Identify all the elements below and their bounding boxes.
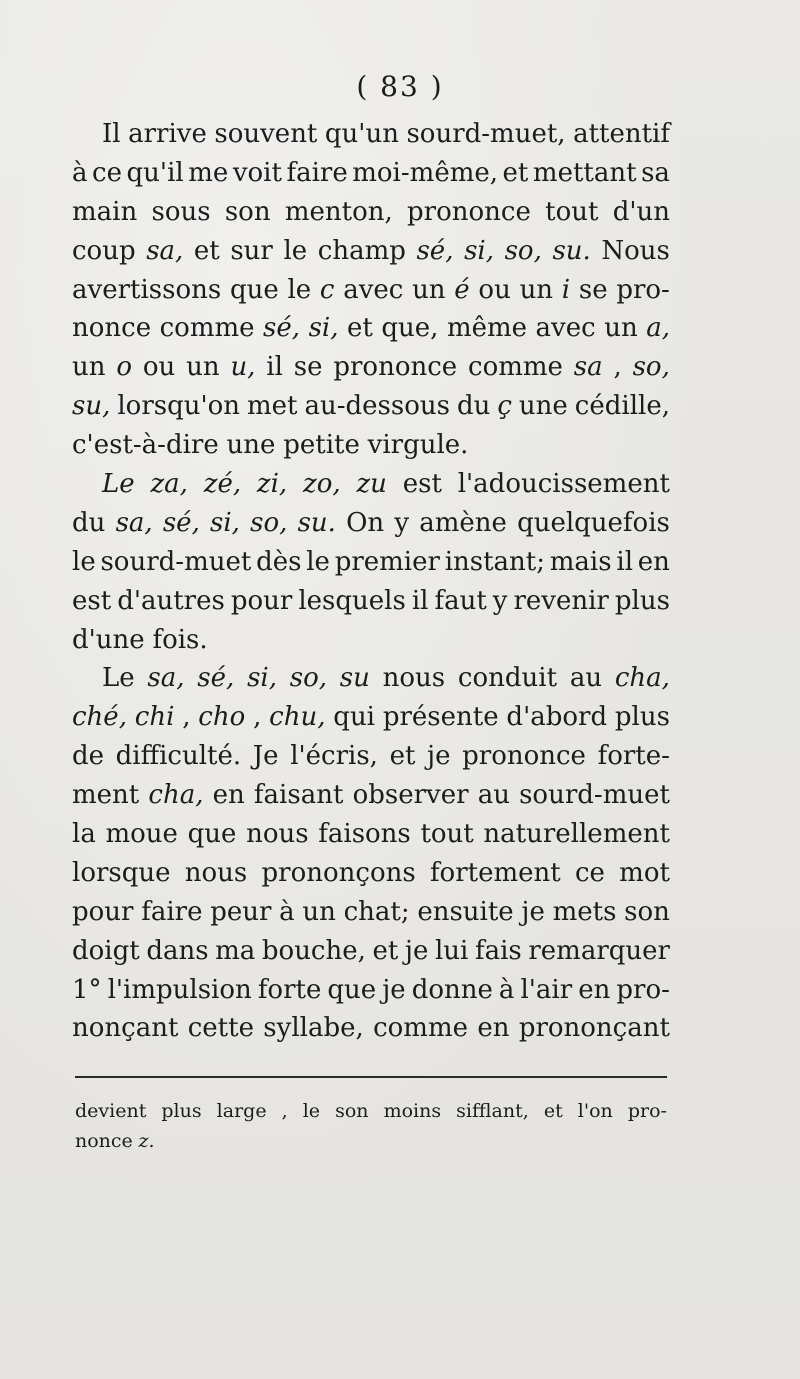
footnote <box>75 1096 667 1156</box>
text-line <box>72 387 670 426</box>
word: menton, <box>284 196 393 227</box>
text-line <box>72 115 670 154</box>
word: avec <box>343 274 404 305</box>
text-line <box>72 193 670 232</box>
word: moue <box>105 819 178 850</box>
page-number: ( 83 ) <box>356 70 444 103</box>
word: il <box>616 546 634 577</box>
text-line <box>72 621 670 660</box>
word: d'abord <box>506 702 608 733</box>
word: présente <box>382 702 499 733</box>
word: ç <box>497 391 512 422</box>
word: so, <box>504 235 542 266</box>
word: et <box>543 1100 563 1122</box>
word: virgule. <box>367 430 469 461</box>
text-line <box>72 893 670 932</box>
footnote-rule <box>75 1076 667 1078</box>
word: je <box>521 896 545 927</box>
word: chat; <box>343 896 410 927</box>
word: tout <box>545 196 599 227</box>
word: et <box>389 741 416 772</box>
word: nonçant <box>72 1013 179 1044</box>
word: mot <box>619 857 670 888</box>
text-line <box>72 154 670 193</box>
word: zu <box>356 469 387 500</box>
word: Nous <box>601 235 670 266</box>
word: donne <box>411 974 493 1005</box>
word: Le <box>102 663 135 694</box>
word: cédille, <box>574 391 670 422</box>
word: sous <box>151 196 211 227</box>
word: remarquer <box>528 935 670 966</box>
word: au <box>569 663 603 694</box>
word: l'on <box>577 1100 613 1122</box>
word: se <box>293 352 323 383</box>
word: me <box>188 157 229 188</box>
word: qu'un <box>324 119 399 149</box>
word: ou <box>478 274 511 305</box>
word: l'air <box>520 974 573 1005</box>
word: lesquels <box>298 585 406 616</box>
word: le <box>283 235 308 266</box>
word: sourd-muet, <box>406 119 566 149</box>
word: prononce <box>462 741 586 772</box>
word: tout <box>420 819 474 850</box>
word: son <box>624 896 670 927</box>
word: un <box>72 352 106 383</box>
word: champ <box>317 235 406 266</box>
word: o <box>116 352 132 383</box>
word: su, <box>72 391 111 422</box>
word: au <box>477 780 510 811</box>
word: mettant <box>532 157 637 188</box>
word: un <box>519 274 554 305</box>
word: difficulté. <box>115 741 242 772</box>
word: zi, <box>256 469 288 500</box>
word: est <box>72 585 112 616</box>
text-line <box>72 932 670 971</box>
word: peur <box>210 896 272 927</box>
word: à <box>72 157 88 188</box>
word: zé, <box>203 469 242 500</box>
word: en <box>212 780 245 811</box>
word: son <box>335 1100 369 1122</box>
word: fortement <box>429 857 561 888</box>
text-line <box>72 271 670 310</box>
word: bouche, <box>261 935 366 966</box>
word: un <box>302 896 336 927</box>
word: so, <box>250 507 288 538</box>
word: un <box>186 352 220 383</box>
word: sa, <box>147 663 185 694</box>
word: sé, <box>263 313 301 344</box>
word: , <box>281 1100 288 1122</box>
text-line <box>72 504 670 543</box>
word: d'un <box>612 196 670 227</box>
word: de <box>72 741 105 772</box>
word: za, <box>150 469 188 500</box>
word: sa <box>573 352 603 383</box>
word: c <box>319 274 335 305</box>
word: sa <box>641 157 670 188</box>
text-line <box>72 309 670 348</box>
word: petite <box>283 430 360 461</box>
word: i <box>561 274 571 305</box>
word: que, <box>381 313 439 344</box>
word: comme <box>373 1013 469 1044</box>
word: premier <box>334 546 440 577</box>
word: si, <box>464 235 494 266</box>
word: sa, <box>115 507 153 538</box>
word: a, <box>646 313 670 344</box>
word: et <box>193 235 220 266</box>
word: ensuite <box>417 896 514 927</box>
word: zo, <box>303 469 341 500</box>
text-line <box>72 698 670 737</box>
word: forte- <box>597 741 670 772</box>
word: z. <box>138 1130 155 1152</box>
word: le <box>306 546 330 577</box>
word: au-dessous <box>304 391 450 422</box>
word: met <box>247 391 298 422</box>
word: doigt <box>72 935 140 966</box>
word: même <box>446 313 528 344</box>
word: faire <box>286 157 348 188</box>
word: fois. <box>152 624 208 655</box>
text-line <box>72 854 670 893</box>
word: observer <box>352 780 469 811</box>
word: l'adoucissement <box>457 469 670 500</box>
word: dès <box>256 546 302 577</box>
word: sé, <box>162 507 200 538</box>
word: à <box>279 896 295 927</box>
word: souvent <box>214 119 318 149</box>
word: avec <box>535 313 596 344</box>
footnote-line <box>75 1126 667 1156</box>
word: une <box>226 430 276 461</box>
word: dans <box>146 935 209 966</box>
word: comme <box>468 352 563 383</box>
word: 1° <box>72 974 102 1005</box>
word: faut <box>434 585 487 616</box>
word: ce <box>574 857 605 888</box>
word: sur <box>230 235 273 266</box>
word: sé, <box>416 235 454 266</box>
word: amène <box>419 507 507 538</box>
word: nous <box>246 819 309 850</box>
text-line <box>72 232 670 271</box>
word: et <box>372 935 399 966</box>
word: une <box>518 391 568 422</box>
word: et <box>347 313 373 344</box>
word: ma <box>215 935 256 966</box>
word: plus <box>614 702 670 733</box>
word: su <box>339 663 370 694</box>
word: voit <box>232 157 282 188</box>
text-line <box>72 426 670 465</box>
word: je <box>427 741 451 772</box>
word: plus <box>614 585 670 616</box>
word: ce <box>92 157 122 188</box>
word: prononçons <box>261 857 416 888</box>
body-text <box>72 115 670 1048</box>
word: son <box>224 196 271 227</box>
word: chi <box>134 702 175 733</box>
word: On <box>346 507 385 538</box>
word: su. <box>297 507 336 538</box>
word: comme <box>159 313 255 344</box>
word: ou <box>142 352 176 383</box>
word: du <box>72 507 106 538</box>
word: u, <box>230 352 256 383</box>
word: so, <box>632 352 670 383</box>
word: sifflant, <box>456 1100 529 1122</box>
word: conduit <box>457 663 558 694</box>
word: et <box>502 157 529 188</box>
word: sa, <box>146 235 184 266</box>
text-line <box>72 1009 670 1048</box>
word: en <box>637 546 670 577</box>
word: que <box>327 974 377 1005</box>
word: , <box>613 352 622 383</box>
text-line <box>72 776 670 815</box>
word: lui <box>434 935 469 966</box>
word: forte <box>257 974 322 1005</box>
word: instant; <box>444 546 546 577</box>
word: que <box>187 819 237 850</box>
word: que <box>229 274 279 305</box>
word: se <box>578 274 608 305</box>
word: qu'il <box>126 157 184 188</box>
text-line <box>72 348 670 387</box>
word: so, <box>289 663 328 694</box>
word: cha, <box>148 780 204 811</box>
word: , <box>182 702 191 733</box>
text-line <box>72 465 670 504</box>
word: lorsqu'on <box>117 391 241 422</box>
word: nonce <box>75 1130 133 1152</box>
word: sourd-muet <box>100 546 252 577</box>
word: prononce <box>333 352 458 383</box>
word: devient <box>75 1100 147 1122</box>
word: é <box>454 274 470 305</box>
word: pour <box>72 896 134 927</box>
word: y <box>394 507 410 538</box>
text-line <box>72 543 670 582</box>
word: mais <box>549 546 612 577</box>
word: d'une <box>72 624 145 655</box>
word: sé, <box>197 663 235 694</box>
word: l'écris, <box>290 741 378 772</box>
word: syllabe, <box>263 1013 364 1044</box>
word: avertissons <box>72 274 222 305</box>
text-line <box>72 971 670 1010</box>
word: moins <box>383 1100 442 1122</box>
word: il <box>411 585 429 616</box>
word: main <box>72 196 138 227</box>
word: l'impulsion <box>107 974 252 1005</box>
word: prononçant <box>518 1013 670 1044</box>
word: un <box>604 313 638 344</box>
text-line <box>72 737 670 776</box>
word: en <box>477 1013 510 1044</box>
word: pro- <box>616 974 670 1005</box>
word: prononce <box>407 196 531 227</box>
word: fais <box>474 935 522 966</box>
word: Je <box>252 741 279 772</box>
word: coup <box>72 235 136 266</box>
word: le <box>287 274 312 305</box>
word: un <box>412 274 446 305</box>
word: mets <box>552 896 617 927</box>
word: ment <box>72 780 140 811</box>
word: faisons <box>318 819 411 850</box>
word: le <box>72 546 96 577</box>
word: moi-même, <box>352 157 499 188</box>
word: nonce <box>72 313 152 344</box>
word: qui <box>333 702 376 733</box>
word: la <box>72 819 96 850</box>
word: lorsque <box>72 857 171 888</box>
word: en <box>578 974 611 1005</box>
word: à <box>498 974 515 1005</box>
word: d'autres <box>117 585 225 616</box>
word: nous <box>382 663 446 694</box>
word: ché, <box>72 702 127 733</box>
word: le <box>302 1100 321 1122</box>
word: je <box>382 974 406 1005</box>
word: nous <box>184 857 248 888</box>
word: c'est-à-dire <box>72 430 219 461</box>
word: chu, <box>269 702 326 733</box>
word: su. <box>552 235 591 266</box>
word: y <box>492 585 508 616</box>
word: cho <box>198 702 246 733</box>
word: du <box>456 391 491 422</box>
word: faire <box>141 896 203 927</box>
word: , <box>253 702 262 733</box>
word: il <box>266 352 283 383</box>
word: Le <box>102 469 135 500</box>
word: cette <box>187 1013 254 1044</box>
text-line <box>72 659 670 698</box>
word: attentif <box>573 119 670 149</box>
word: pro- <box>616 274 670 305</box>
word: revenir <box>513 585 609 616</box>
word: je <box>404 935 429 966</box>
word: est <box>402 469 442 500</box>
word: quelquefois <box>517 507 670 538</box>
word: large <box>216 1100 267 1122</box>
word: plus <box>161 1100 202 1122</box>
word: cha, <box>614 663 670 694</box>
text-line <box>72 582 670 621</box>
word: si, <box>210 507 240 538</box>
word: Il <box>102 119 121 149</box>
word: si, <box>308 313 339 344</box>
word: sourd-muet <box>519 780 670 811</box>
word: pour <box>230 585 293 616</box>
footnote-line <box>75 1096 667 1126</box>
word: si, <box>247 663 277 694</box>
word: naturellement <box>483 819 670 850</box>
text-line <box>72 815 670 854</box>
word: pro- <box>627 1100 667 1122</box>
word: arrive <box>128 119 207 149</box>
word: faisant <box>253 780 344 811</box>
